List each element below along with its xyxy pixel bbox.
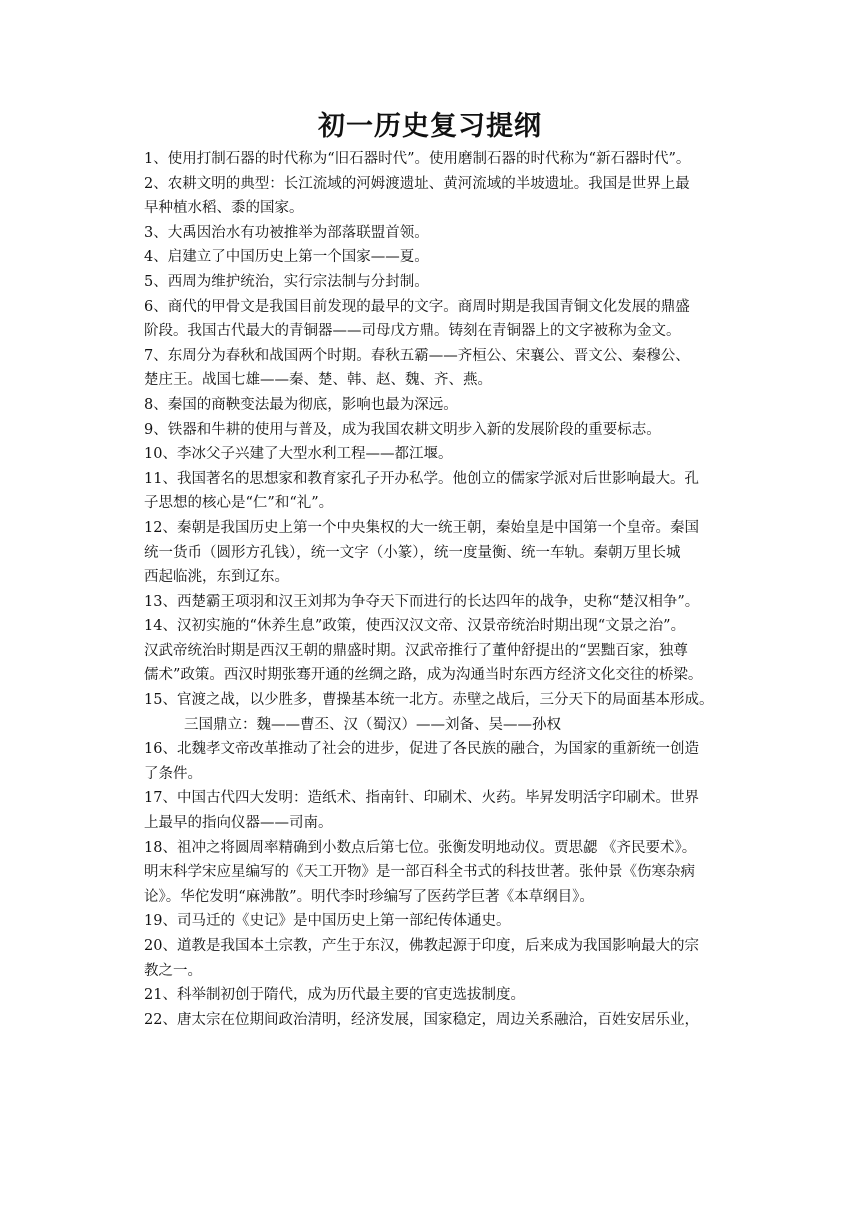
text-line: 8、秦国的商鞅变法最为彻底，影响也最为深远。 (144, 396, 458, 413)
text-line: 13、西楚霸王项羽和汉王刘邦为争夺天下而进行的长达四年的战争，史称“楚汉相争”。 (144, 593, 700, 610)
text-line: 论》。华佗发明“麻沸散”。明代李时珍编写了医药学巨著《本草纲目》。 (144, 888, 594, 905)
text-line: 10、李冰父子兴建了大型水利工程——都江堰。 (144, 446, 453, 463)
text-line: 11、我国著名的思想家和教育家孔子开办私学。他创立的儒家学派对后世影响最大。孔 (144, 470, 699, 487)
text-line: 17、中国古代四大发明：造纸术、指南针、印刷术、火药。毕昇发明活字印刷术。世界 (144, 790, 699, 807)
text-line: 儒术”政策。西汉时期张骞开通的丝绸之路，成为沟通当时东西方经济文化交往的桥梁。 (144, 667, 703, 684)
text-line: 6、商代的甲骨文是我国目前发现的最早的文字。商周时期是我国青铜文化发展的鼎盛 (144, 298, 690, 315)
text-line: 20、道教是我国本土宗教，产生于东汉，佛教起源于印度，后来成为我国影响最大的宗 (144, 938, 699, 954)
text-line: 阶段。我国古代最大的青铜器——司母戊方鼎。铸刻在青铜器上的文字被称为金文。 (144, 323, 681, 340)
text-line: 统一货币（圆形方孔钱），统一文字（小篆），统一度量衡、统一车轨。秦朝万里长城 (144, 544, 681, 561)
text-line: 3、大禹因治水有功被推举为部落联盟首领。 (144, 224, 429, 241)
text-line: 子思想的核心是“仁”和“礼”。 (144, 495, 334, 512)
text-line: 1、使用打制石器的时代称为“旧石器时代”。使用磨制石器的时代称为“新石器时代”。 (144, 151, 691, 167)
text-line: 19、司马迁的《史记》是中国历史上第一部纪传体通史。 (144, 913, 511, 930)
text-line: 2、农耕文明的典型：长江流域的河姆渡遗址、黄河流域的半坡遗址。我国是世界上最 (144, 175, 690, 192)
text-line: 22、唐太宗在位期间政治清明，经济发展，国家稳定，周边关系融洽，百姓安居乐业， (144, 1011, 699, 1028)
text-line: 15、官渡之战，以少胜多，曹操基本统一北方。赤壁之战后，三分天下的局面基本形成。 (144, 692, 714, 709)
text-line: 9、铁器和牛耕的使用与普及，成为我国农耕文明步入新的发展阶段的重要标志。 (144, 421, 661, 438)
text-line: 汉武帝统治时期是西汉王朝的鼎盛时期。汉武帝推行了董仲舒提出的“罢黜百家，独尊 (144, 642, 688, 659)
text-line: 12、秦朝是我国历史上第一个中央集权的大一统王朝，秦始皇是中国第一个皇帝。秦国 (144, 519, 699, 536)
text-line: 21、科举制初创于隋代，成为历代最主要的官吏选拔制度。 (144, 987, 525, 1004)
text-line: 明末科学宋应星编写的《天工开物》是一部百科全书式的科技世著。张仲景《伤寒杂病 (144, 864, 695, 881)
text-line: 西起临洮，东到辽东。 (144, 569, 289, 586)
text-line: 教之一。 (144, 962, 202, 979)
text-line: 4、启建立了中国历史上第一个国家——夏。 (144, 249, 429, 266)
document-body (144, 147, 724, 1032)
text-line: 18、祖冲之将圆周率精确到小数点后第七位。张衡发明地动仪。贾思勰 《齐民要术》。 (144, 839, 697, 856)
document-title: 初一历史复习提纲 (318, 111, 542, 142)
text-line: 16、北魏孝文帝改革推动了社会的进步，促进了各民族的融合，为国家的重新统一创造 (144, 741, 699, 758)
text-line: 5、西周为维护统治，实行宗法制与分封制。 (144, 273, 429, 290)
text-line: 7、东周分为春秋和战国两个时期。春秋五霸——齐桓公、宋襄公、晋文公、秦穆公、 (144, 347, 690, 364)
text-line: 14、汉初实施的“休养生息”政策，使西汉汉文帝、汉景帝统治时期出现“文景之治”。 (144, 618, 686, 635)
text-line: 了条件。 (144, 765, 202, 782)
text-line: 上最早的指向仪器——司南。 (144, 815, 333, 832)
text-line: 早种植水稻、黍的国家。 (144, 200, 304, 217)
text-line-indented: 三国鼎立：魏——曹丕、汉（蜀汉）——刘备、吴——孙权 (184, 716, 561, 733)
text-line: 楚庄王。战国七雄——秦、楚、韩、赵、魏、齐、燕。 (144, 372, 492, 389)
